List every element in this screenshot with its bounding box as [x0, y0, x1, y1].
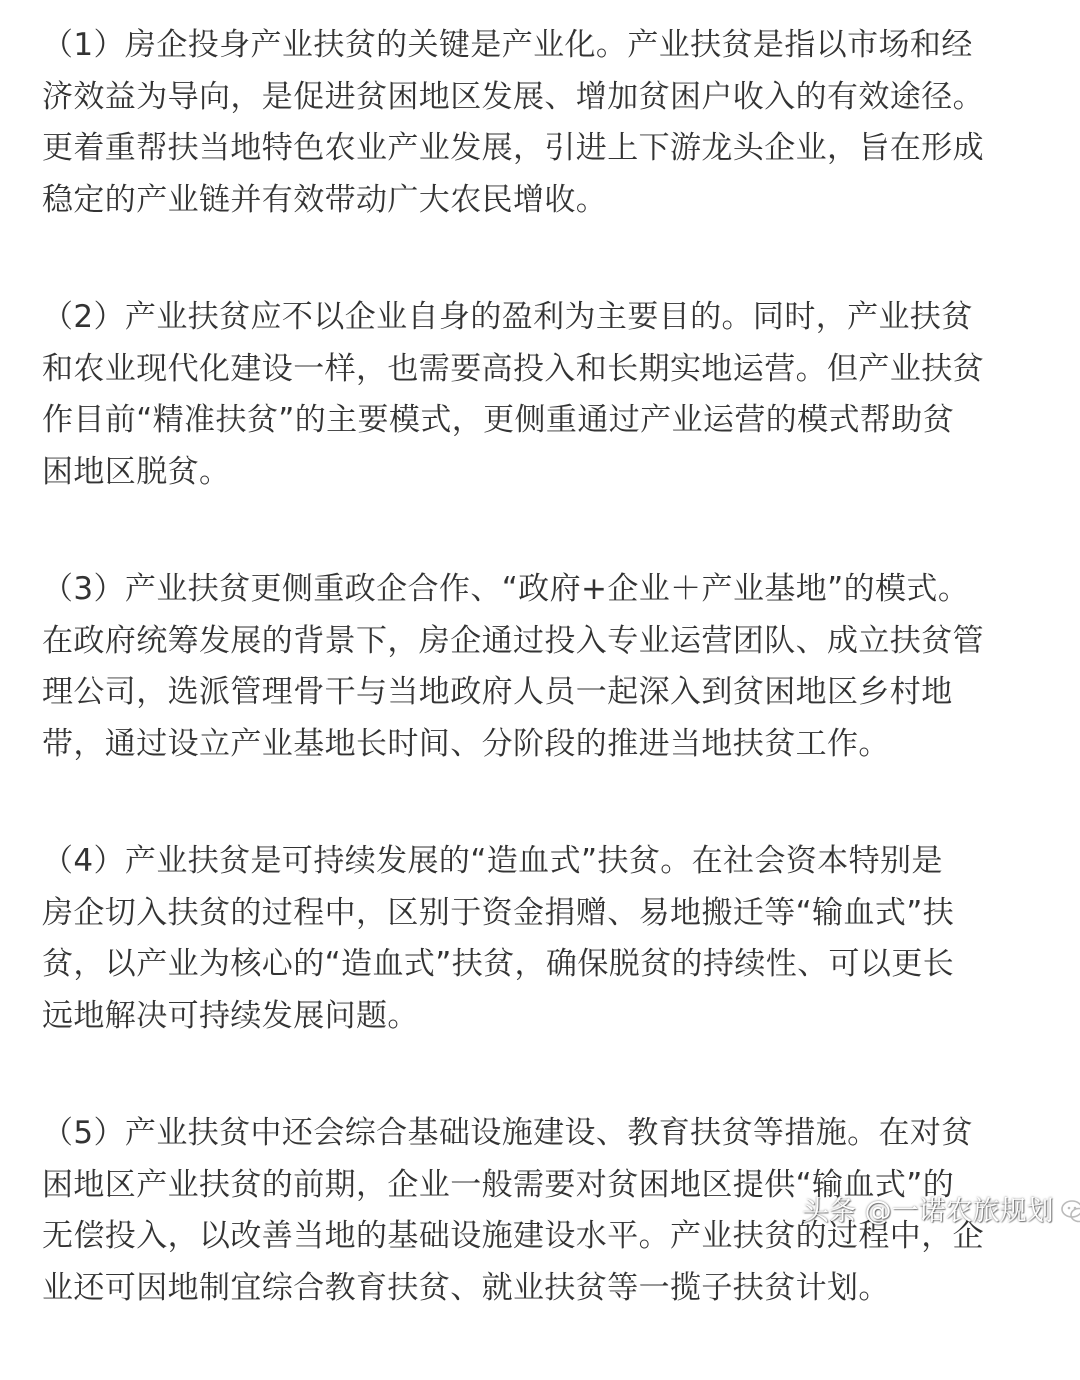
watermark-text: 头条 @一诺农旅规划: [802, 1196, 1054, 1227]
paragraph-line: （1）房企投身产业扶贫的关键是产业化。产业扶贫是指以市场和经: [42, 27, 973, 63]
paragraph-line: （3）产业扶贫更侧重政企合作、“政府+企业＋产业基地”的模式。: [42, 571, 970, 607]
paragraph-line: 在政府统筹发展的背景下，房企通过投入专业运营团队、成立扶贫管: [42, 622, 984, 659]
paragraph-line: （5）产业扶贫中还会综合基础设施建设、教育扶贫等措施。在对贫: [42, 1115, 973, 1151]
paragraph-line: 带，通过设立产业基地长时间、分阶段的推进当地扶贫工作。: [42, 725, 890, 762]
paragraph-line: 远地解决可持续发展问题。: [42, 997, 419, 1034]
paragraph-line: 贫，以产业为核心的“造血式”扶贫，确保脱贫的持续性、可以更长: [42, 946, 955, 982]
paragraph-line: 作目前“精准扶贫”的主要模式，更侧重通过产业运营的模式帮助贫: [42, 402, 955, 438]
paragraph-line: （2）产业扶贫应不以企业自身的盈利为主要目的。同时，产业扶贫: [42, 299, 973, 335]
paragraph-line: 济效益为导向，是促进贫困地区发展、增加贫困户收入的有效途径。: [42, 78, 984, 115]
paragraph-4: [42, 836, 1062, 1042]
article-body: [42, 20, 1062, 1380]
watermark: [802, 1192, 1080, 1232]
paragraph-line: 困地区脱贫。: [42, 453, 231, 490]
paragraph-line: 无偿投入，以改善当地的基础设施建设水平。产业扶贫的过程中，企: [42, 1218, 984, 1254]
paragraph-line: 业还可因地制宜综合教育扶贫、就业扶贫等一揽子扶贫计划。: [42, 1269, 890, 1306]
paragraph-line: 困地区产业扶贫的前期，企业一般需要对贫困地区提供“输血式”的: [42, 1166, 955, 1203]
paragraph-line: 稳定的产业链并有效带动广大农民增收。: [42, 181, 608, 218]
paragraph-line: 和农业现代化建设一样，也需要高投入和长期实地运营。但产业扶贫: [42, 350, 984, 387]
paragraph-2: [42, 292, 1062, 498]
paragraph-1: [42, 20, 1062, 226]
paragraph-line: 更着重帮扶当地特色农业产业发展，引进上下游龙头企业，旨在形成: [42, 130, 984, 166]
paragraph-line: 房企切入扶贫的过程中，区别于资金捐赠、易地搬迁等“输血式”扶: [42, 894, 955, 931]
paragraph-line: （4）产业扶贫是可持续发展的“造血式”扶贫。在社会资本特别是: [42, 843, 943, 879]
wechat-logo-icon: [1060, 1197, 1080, 1227]
paragraph-line: 理公司，选派管理骨干与当地政府人员一起深入到贫困地区乡村地: [42, 674, 953, 710]
paragraph-3: [42, 564, 1062, 770]
